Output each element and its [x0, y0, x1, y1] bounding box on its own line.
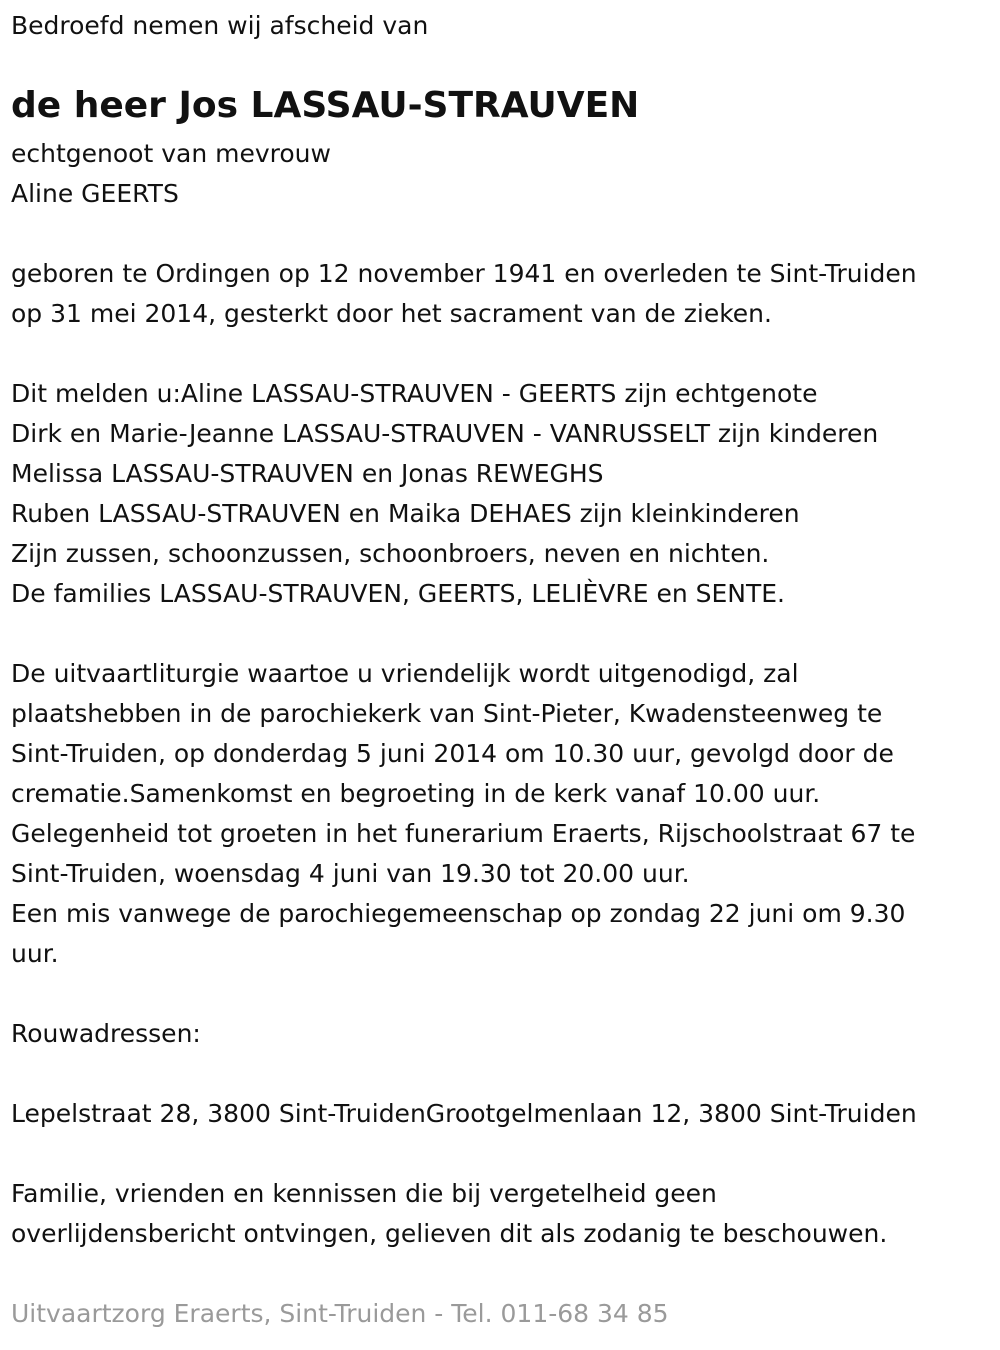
spouse-line: echtgenoot van mevrouw — [11, 139, 331, 168]
funeral-line: uur. — [11, 939, 59, 968]
spouse-block — [11, 134, 331, 214]
family-block — [11, 374, 878, 614]
funeral-line: crematie.Samenkomst en begroeting in de kerk vanaf 10.00 uur. — [11, 779, 821, 808]
note-block — [11, 1174, 887, 1254]
birth-death-line: op 31 mei 2014, gesterkt door het sacrament van de zieken. — [11, 299, 772, 328]
deceased-name: de heer Jos LASSAU-STRAUVEN — [11, 85, 640, 126]
family-line: Zijn zussen, schoonzussen, schoonbroers, neven en nichten. — [11, 539, 770, 568]
family-line: De families LASSAU-STRAUVEN, GEERTS, LELIÈVRE en SENTE. — [11, 579, 785, 608]
birth-death-line: geboren te Ordingen op 12 november 1941 en overleden te Sint-Truiden — [11, 259, 917, 288]
family-line: Dit melden u:Aline LASSAU-STRAUVEN - GEERTS zijn echtgenote — [11, 379, 818, 408]
note-line: Familie, vrienden en kennissen die bij vergetelheid geen — [11, 1179, 717, 1208]
family-line: Melissa LASSAU-STRAUVEN en Jonas REWEGHS — [11, 459, 604, 488]
family-line: Dirk en Marie-Jeanne LASSAU-STRAUVEN - VANRUSSELT zijn kinderen — [11, 419, 879, 448]
funeral-line: plaatshebben in de parochiekerk van Sint-Pieter, Kwadensteenweg te — [11, 699, 883, 728]
funeral-home-footer: Uitvaartzorg Eraerts, Sint-Truiden - Tel. 011-68 34 85 — [11, 1299, 669, 1328]
intro-text: Bedroefd nemen wij afscheid van — [11, 11, 429, 40]
family-line: Ruben LASSAU-STRAUVEN en Maika DEHAES zijn kleinkinderen — [11, 499, 800, 528]
birth-death-block — [11, 254, 917, 334]
funeral-block — [11, 654, 915, 974]
funeral-line: Sint-Truiden, woensdag 4 juni van 19.30 tot 20.00 uur. — [11, 859, 690, 888]
funeral-line: Een mis vanwege de parochiegemeenschap op zondag 22 juni om 9.30 — [11, 899, 906, 928]
addresses-label: Rouwadressen: — [11, 1019, 201, 1048]
note-line: overlijdensbericht ontvingen, gelieven dit als zodanig te beschouwen. — [11, 1219, 888, 1248]
funeral-line: Sint-Truiden, op donderdag 5 juni 2014 om 10.30 uur, gevolgd door de — [11, 739, 894, 768]
addresses-line — [11, 1094, 917, 1134]
funeral-line: Gelegenheid tot groeten in het funerarium Eraerts, Rijschoolstraat 67 te — [11, 819, 916, 848]
spouse-name: Aline GEERTS — [11, 179, 179, 208]
address-1: Lepelstraat 28, 3800 Sint-Truiden — [11, 1099, 426, 1128]
address-2: Grootgelmenlaan 12, 3800 Sint-Truiden — [425, 1099, 917, 1128]
funeral-line: De uitvaartliturgie waartoe u vriendelijk wordt uitgenodigd, zal — [11, 659, 799, 688]
